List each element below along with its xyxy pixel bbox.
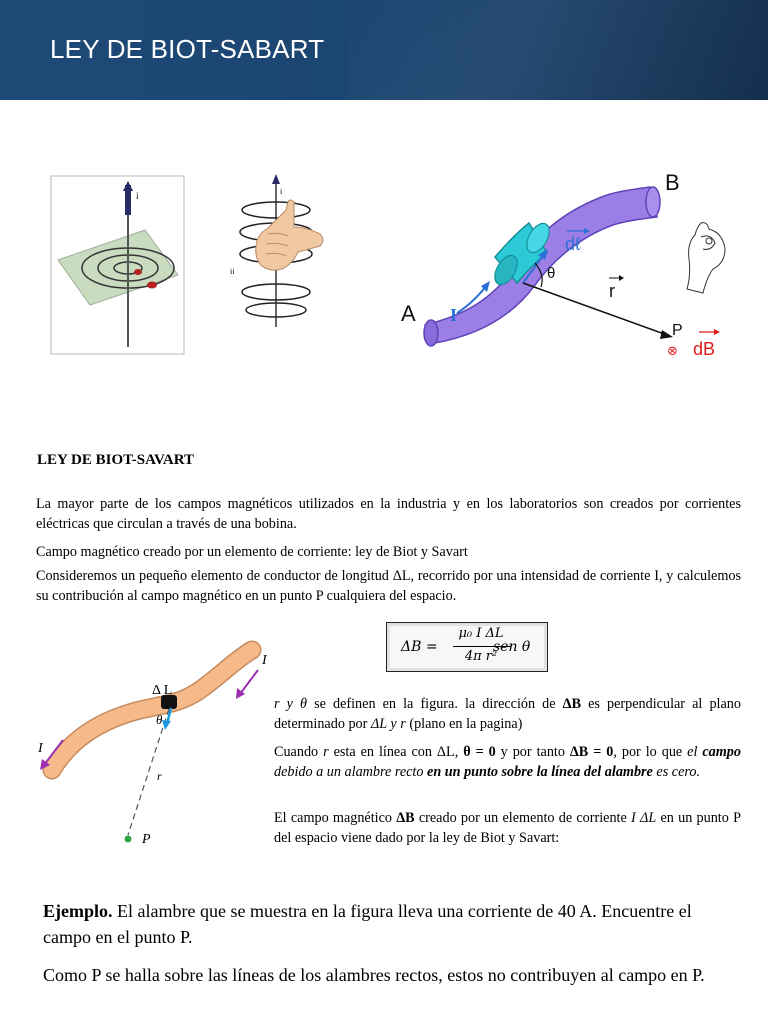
title-banner bbox=[0, 0, 768, 100]
current-label-small: i bbox=[280, 187, 283, 196]
biot-savart-formula bbox=[386, 622, 548, 672]
theta-label: θ bbox=[547, 265, 556, 282]
dl-label: dℓ bbox=[565, 234, 581, 254]
dB-label: dB bbox=[693, 339, 716, 359]
position-vector-r bbox=[523, 283, 667, 335]
theta-angle-label: θ bbox=[156, 712, 163, 727]
p1-text: se definen en la figura. la dirección de bbox=[306, 696, 563, 712]
r-dashed-line bbox=[128, 709, 169, 835]
definition-paragraph bbox=[274, 694, 741, 734]
right-hand-rule-figure bbox=[228, 172, 328, 332]
p1-text-2: es perpendicular al plano determinado por bbox=[274, 696, 741, 732]
subtitle-paragraph: Campo magnético creado por un elemento de corriente: ley de Biot y Savart bbox=[36, 544, 468, 560]
right-hand-icon bbox=[687, 223, 725, 293]
p2-text-2: esta en línea con ΔL, bbox=[328, 744, 464, 760]
r-label: r bbox=[609, 281, 615, 301]
section-title: LEY DE BIOT-SAVART bbox=[37, 452, 195, 468]
p2-italic-1: el bbox=[687, 744, 703, 760]
intro-paragraph: La mayor parte de los campos magnéticos utilizados en la industria y en los laboratorios son creados por corrientes eléctricas que circulan a través de una bobina. bbox=[36, 496, 741, 532]
example-paragraph bbox=[43, 898, 743, 950]
point-A-label: A bbox=[401, 301, 416, 326]
p2-text-3: y por tanto bbox=[495, 744, 570, 760]
p2-text-4: , por lo que bbox=[613, 744, 688, 760]
zero-field-paragraph bbox=[274, 742, 741, 782]
p3-text-2: creado por un elemento de corriente bbox=[414, 810, 632, 826]
formula-lhs: ΔB = bbox=[401, 639, 438, 655]
delta-B-symbol: ΔB bbox=[562, 696, 582, 712]
p3-I-dL: I ΔL bbox=[631, 810, 657, 826]
current-left-label: I bbox=[38, 741, 43, 756]
P-label: P bbox=[142, 832, 151, 847]
formula-numerator: μ₀ I ΔL bbox=[458, 626, 504, 641]
r-theta-symbols: r y θ bbox=[274, 696, 307, 712]
r-line-label: r bbox=[157, 769, 162, 783]
theta-zero: θ = 0 bbox=[463, 744, 496, 760]
p1-text-3: (plano en la pagina) bbox=[405, 716, 523, 732]
example-label: Ejemplo. bbox=[43, 901, 113, 921]
point-B-label: B bbox=[665, 170, 680, 195]
point-P-label: P bbox=[672, 322, 683, 339]
p3-delta-B: ΔB bbox=[396, 810, 415, 826]
p3-text-1: El campo magnético bbox=[274, 810, 397, 826]
example-text: El alambre que se muestra en la figura lleva una corriente de 40 A. Encuentre el campo en el punto P. bbox=[43, 901, 692, 947]
delta-L-label: Δ L bbox=[152, 683, 173, 698]
field-lines-plane-figure bbox=[50, 175, 185, 355]
p2-text-1: Cuando bbox=[274, 744, 324, 760]
r-symbol: r bbox=[323, 744, 329, 760]
consider-paragraph: Consideremos un pequeño elemento de conductor de longitud ΔL, recorrido por una intensidad de corriente I, y calculemos su contribución al campo magnético en un punto P cualquiera del espacio. bbox=[36, 568, 741, 604]
curved-wire bbox=[52, 650, 252, 770]
example-answer-paragraph: Como P se halla sobre las líneas de los alambres rectos, estos no contribuyen al campo en P. bbox=[43, 965, 705, 985]
current-top-label: I bbox=[262, 653, 267, 668]
dL-r-symbols: ΔL y r bbox=[370, 716, 406, 732]
formula-denominator: 4π r² bbox=[464, 649, 498, 664]
p2-bold-campo: campo bbox=[702, 744, 741, 760]
page-title: LEY DE BIOT-SABART bbox=[50, 34, 325, 64]
delta-B-zero: ΔB = 0 bbox=[569, 744, 614, 760]
current-label-small: i bbox=[136, 191, 139, 201]
biot-savart-tube-figure bbox=[395, 165, 735, 365]
p2-italic-2: debido a un alambre recto bbox=[274, 764, 428, 780]
current-I-label: I bbox=[450, 305, 458, 325]
p2-bold-line: en un punto sobre la línea del alambre bbox=[427, 764, 653, 780]
point-P-dot bbox=[125, 836, 132, 843]
biot-savart-paragraph bbox=[274, 808, 741, 848]
formula-rhs: sen θ bbox=[493, 639, 531, 655]
banner-shade bbox=[348, 0, 768, 100]
p3-text-3: en un punto P del espacio viene dado por la ley de Biot y Savart: bbox=[274, 810, 741, 846]
p2-italic-3: es cero. bbox=[652, 764, 701, 780]
into-page-symbol: ⊗ bbox=[667, 344, 678, 359]
wire-element-figure bbox=[30, 640, 280, 850]
coil-label: ii bbox=[230, 267, 235, 276]
